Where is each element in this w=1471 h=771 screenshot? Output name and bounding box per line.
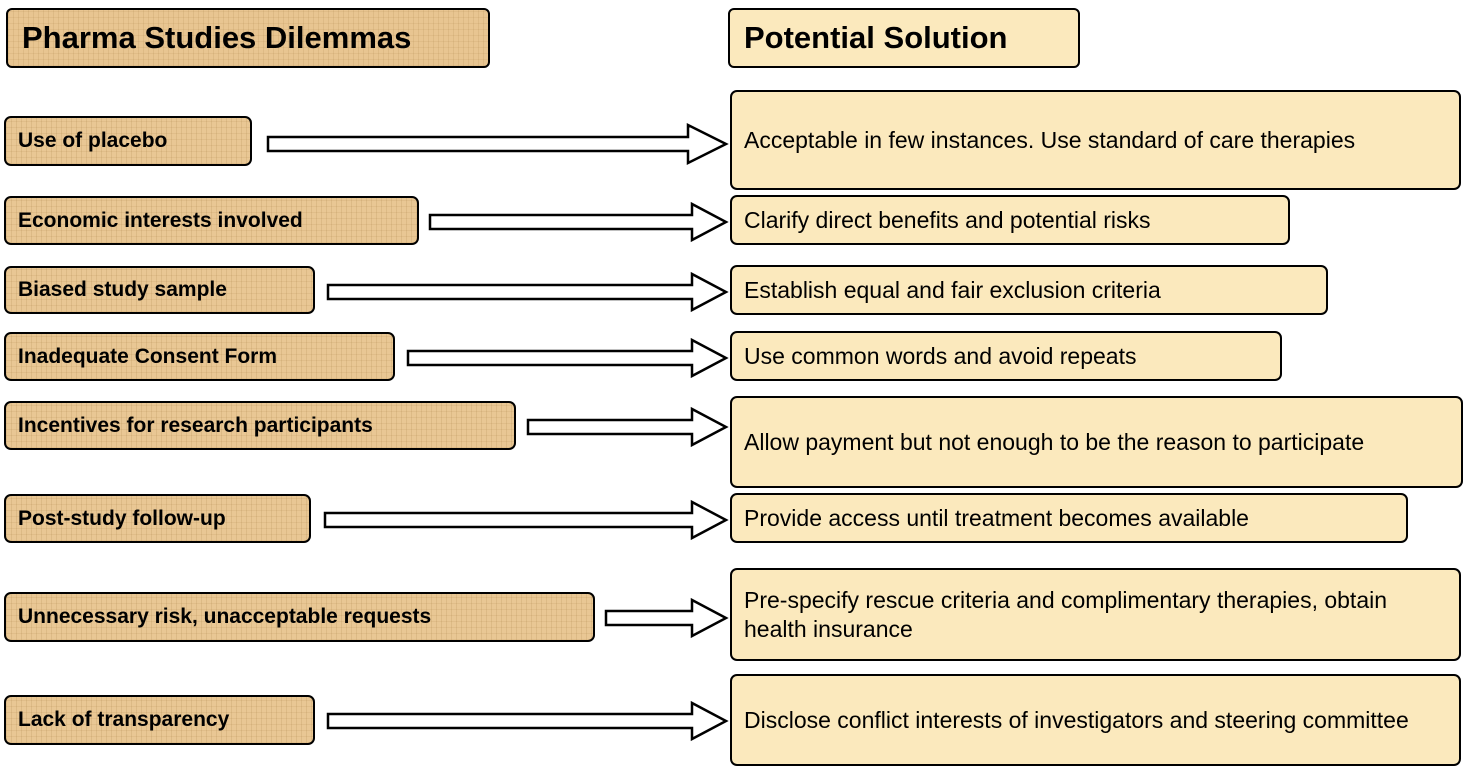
header-dilemmas: Pharma Studies Dilemmas <box>6 8 490 68</box>
dilemma-box-7: Unnecessary risk, unacceptable requests <box>4 592 595 642</box>
dilemma-box-6: Post-study follow-up <box>4 494 311 543</box>
arrow-2 <box>430 202 728 242</box>
solution-box-3: Establish equal and fair exclusion criteria <box>730 265 1328 315</box>
arrow-4 <box>408 338 728 378</box>
dilemma-box-3: Biased study sample <box>4 266 315 314</box>
dilemma-box-4: Inadequate Consent Form <box>4 332 395 381</box>
arrow-7 <box>606 598 728 638</box>
dilemma-box-2: Economic interests involved <box>4 196 419 245</box>
dilemma-box-8: Lack of transparency <box>4 695 315 745</box>
arrow-8 <box>328 701 728 741</box>
solution-box-7: Pre-specify rescue criteria and complimentary therapies, obtain health insurance <box>730 568 1461 661</box>
solution-box-6: Provide access until treatment becomes available <box>730 493 1408 543</box>
header-solution: Potential Solution <box>728 8 1080 68</box>
arrow-5 <box>528 407 728 447</box>
solution-box-2: Clarify direct benefits and potential risks <box>730 195 1290 245</box>
arrow-3 <box>328 272 728 312</box>
dilemma-box-5: Incentives for research participants <box>4 401 516 450</box>
solution-box-4: Use common words and avoid repeats <box>730 331 1282 381</box>
dilemma-box-1: Use of placebo <box>4 116 252 166</box>
solution-box-8: Disclose conflict interests of investigators and steering committee <box>730 674 1461 766</box>
solution-box-1: Acceptable in few instances. Use standard of care therapies <box>730 90 1461 190</box>
arrow-6 <box>325 500 728 540</box>
arrow-1 <box>268 122 728 166</box>
solution-box-5: Allow payment but not enough to be the reason to participate <box>730 396 1463 488</box>
